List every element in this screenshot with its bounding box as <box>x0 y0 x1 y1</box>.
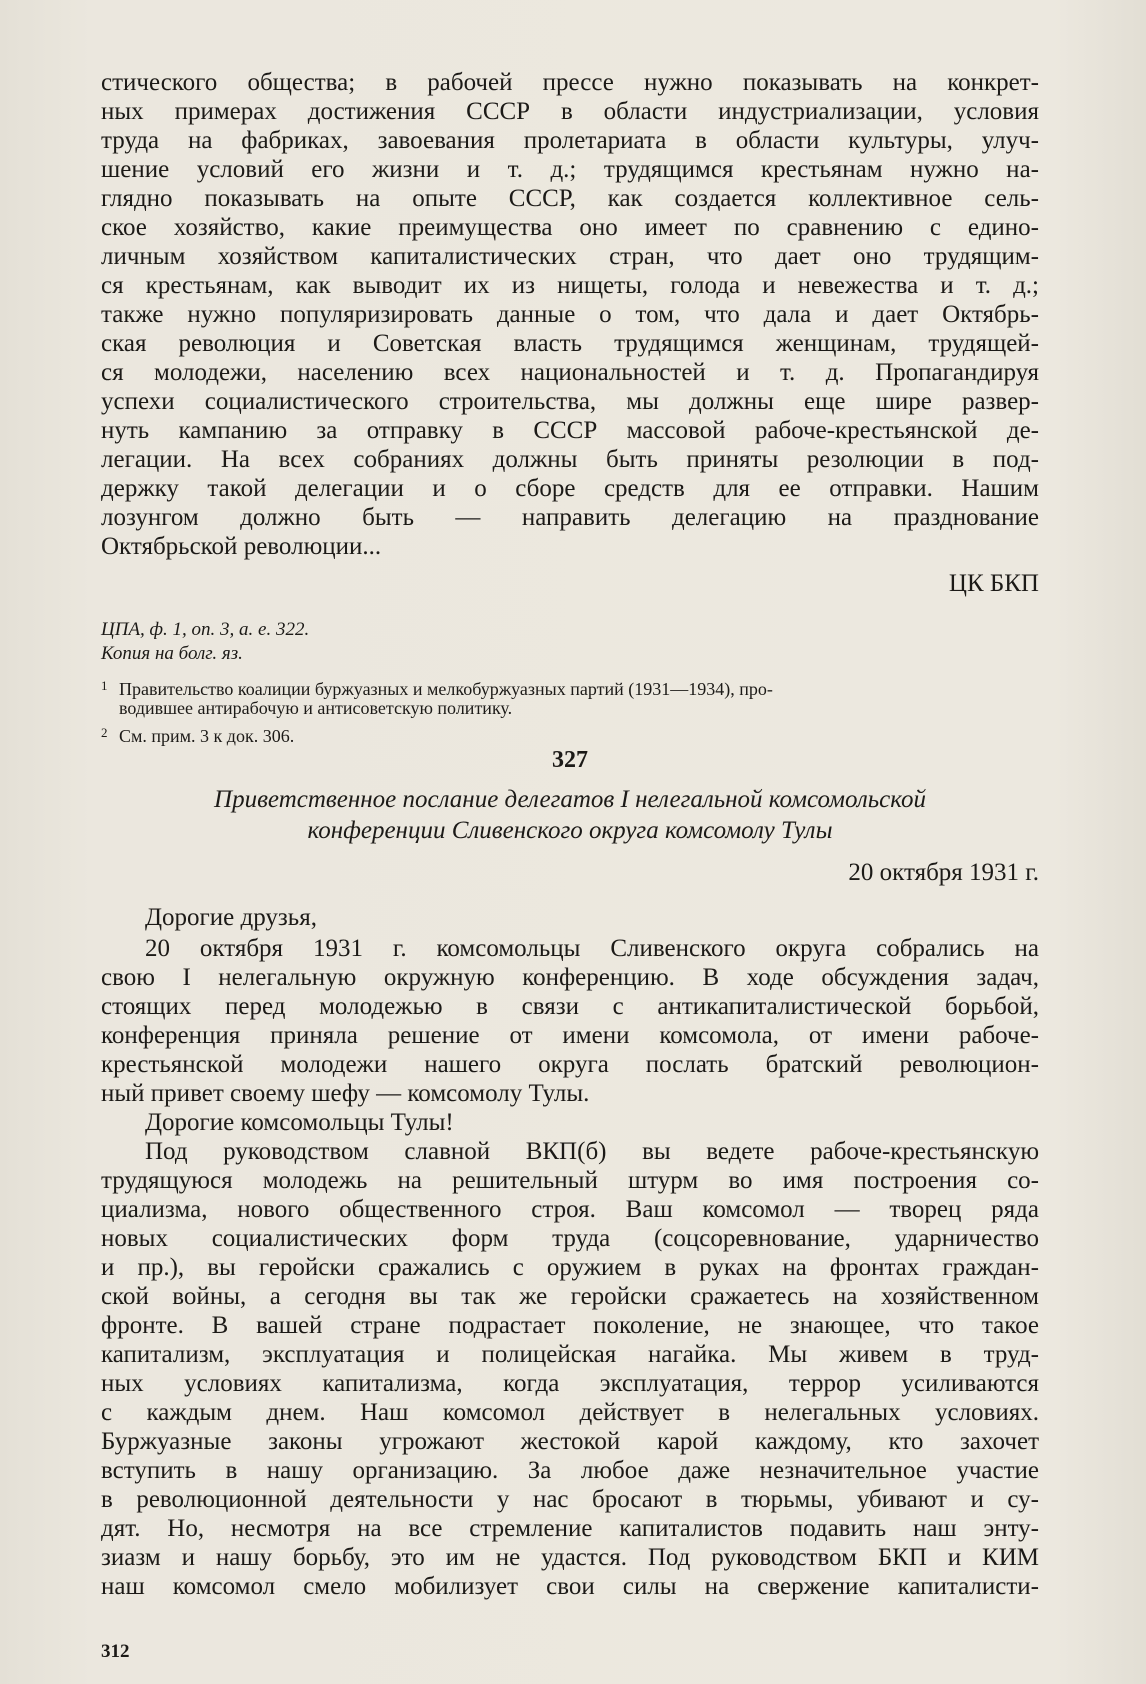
text-line: циализма, нового общественного строя. Ваш комсомол — творец ряда <box>101 1196 1039 1223</box>
text-line: в революционной деятельности у нас бросают в тюрьмы, убивают и су- <box>101 1486 1039 1513</box>
text-line: и пр.), вы геройски сражались с оружием в руках на фронтах граждан- <box>101 1254 1039 1281</box>
text-line: держку такой делегации и о сборе средств для ее отправки. Нашим <box>101 475 1039 502</box>
text-line: ных условиях капитализма, когда эксплуатация, террор усиливаются <box>101 1370 1039 1397</box>
text-line: труда на фабриках, завоевания пролетариата в области культуры, улуч- <box>101 127 1039 154</box>
page-number: 312 <box>101 1641 130 1662</box>
document-title-line: Приветственное послание делегатов I нелегальной комсомольской <box>214 786 926 813</box>
text-line: фронте. В вашей стране подрастает поколение, не знающее, что такое <box>101 1312 1039 1339</box>
text-line: вступить в нашу организацию. За любое даже незначительное участие <box>101 1457 1039 1484</box>
document-date: 20 октября 1931 г. <box>848 859 1039 886</box>
signature: ЦК БКП <box>948 570 1039 597</box>
text-line: Октябрьской революции... <box>101 533 382 560</box>
text-line: зиазм и нашу борьбу, это им не удастся. Под руководством БКП и КИМ <box>101 1544 1039 1571</box>
document-title-line: конференции Сливенского округа комсомолу Тулы <box>307 817 833 844</box>
copy-note: Копия на болг. яз. <box>101 643 243 664</box>
text-line: новых социалистических форм труда (соцсоревнование, ударничество <box>101 1225 1039 1252</box>
text-line: с каждым днем. Наш комсомол действует в нелегальных условиях. <box>101 1399 1039 1426</box>
salutation: Дорогие друзья, <box>145 904 317 931</box>
footnote-1-continuation: водившее антирабочую и антисоветскую политику. <box>119 698 513 718</box>
text-column <box>101 0 1039 1684</box>
text-line: свою I нелегальную окружную конференцию. В ходе обсуждения задач, <box>101 964 1039 991</box>
footnote-mark: 1 <box>101 678 108 693</box>
text-line: конференция приняла решение от имени комсомола, от имени рабоче- <box>101 1022 1039 1049</box>
text-line: Под руководством славной ВКП(б) вы ведете рабоче-крестьянскую <box>145 1138 1039 1165</box>
text-line: личным хозяйством капиталистических стран, что дает оно трудящим- <box>101 243 1039 270</box>
text-line: стического общества; в рабочей прессе нужно показывать на конкрет- <box>101 69 1039 96</box>
text-line: шение условий его жизни и т. д.; трудящимся крестьянам нужно на- <box>101 156 1039 183</box>
text-line: нуть кампанию за отправку в СССР массовой рабоче-крестьянской де- <box>101 417 1039 444</box>
text-line: ся молодежи, населению всех национальностей и т. д. Пропагандируя <box>101 359 1039 386</box>
salutation: Дорогие комсомольцы Тулы! <box>145 1109 454 1136</box>
footnote-2 <box>101 721 294 748</box>
text-line: наш комсомол смело мобилизует свои силы на свержение капиталисти- <box>101 1573 1039 1600</box>
footnote-mark: 2 <box>101 725 108 740</box>
text-line: также нужно популяризировать данные о том, что дала и дает Октябрь- <box>101 301 1039 328</box>
text-line: Буржуазные законы угрожают жестокой карой каждому, кто захочет <box>101 1428 1039 1455</box>
document-number: 327 <box>552 747 588 773</box>
text-line: крестьянской молодежи нашего округа послать братский революцион- <box>101 1051 1039 1078</box>
footnote-text: См. прим. 3 к док. 306. <box>119 726 295 746</box>
archive-source: ЦПА, ф. 1, оп. 3, а. е. 322. <box>101 619 310 640</box>
text-line: стоящих перед молодежью в связи с антикапиталистической борьбой, <box>101 993 1039 1020</box>
text-line: ных примерах достижения СССР в области индустриализации, условия <box>101 98 1039 125</box>
text-line: ся крестьянам, как выводит их из нищеты, голода и невежества и т. д.; <box>101 272 1039 299</box>
text-line: лозунгом должно быть — направить делегацию на празднование <box>101 504 1039 531</box>
text-line: дят. Но, несмотря на все стремление капиталистов подавить наш энту- <box>101 1515 1039 1542</box>
text-line: легации. На всех собраниях должны быть приняты резолюции в под- <box>101 446 1039 473</box>
text-line: 20 октября 1931 г. комсомольцы Сливенского округа собрались на <box>145 935 1039 962</box>
text-line: ской войны, а сегодня вы так же геройски сражаетесь на хозяйственном <box>101 1283 1039 1310</box>
text-line: ская революция и Советская власть трудящимся женщинам, трудящей- <box>101 330 1039 357</box>
text-line: успехи социалистического строительства, мы должны еще шире развер- <box>101 388 1039 415</box>
footnote-text: Правительство коалиции буржуазных и мелкобуржуазных партий (1931—1934), про- <box>119 679 773 699</box>
text-line: ское хозяйство, какие преимущества оно имеет по сравнению с едино- <box>101 214 1039 241</box>
text-line: трудящуюся молодежь на решительный штурм во имя построения со- <box>101 1167 1039 1194</box>
text-line: капитализм, эксплуатация и полицейская нагайка. Мы живем в труд- <box>101 1341 1039 1368</box>
text-line: ный привет своему шефу — комсомолу Тулы. <box>101 1080 590 1107</box>
text-line: глядно показывать на опыте СССР, как создается коллективное сель- <box>101 185 1039 212</box>
